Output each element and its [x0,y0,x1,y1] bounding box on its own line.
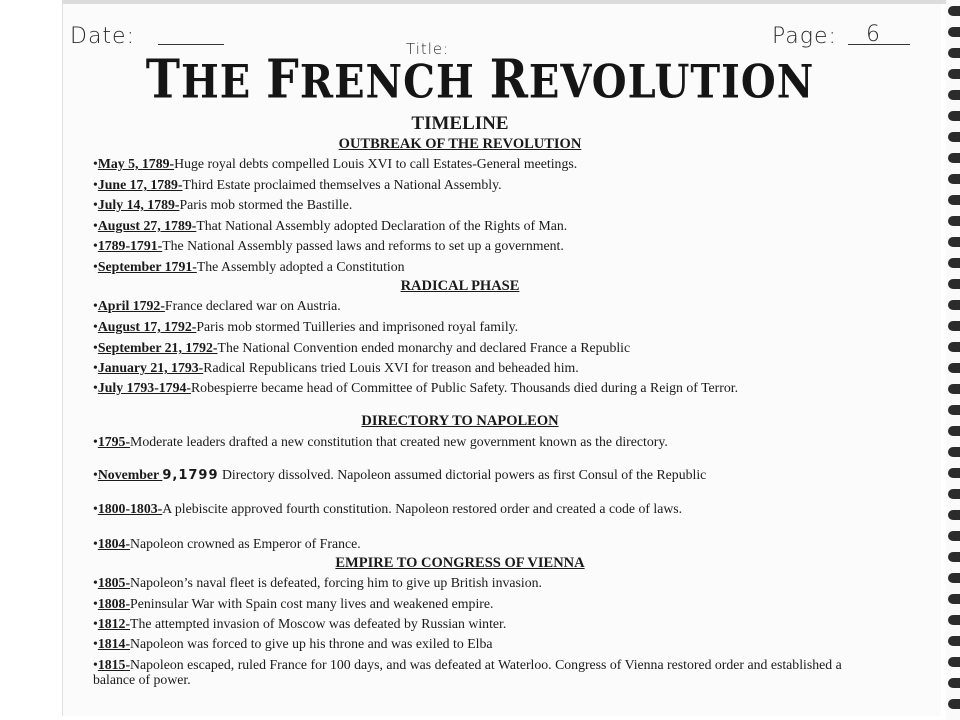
spiral-ring [948,216,960,226]
spiral-ring [948,615,960,625]
entry-text: A plebiscite approved fourth constitution. Napoleon restored order and created a code of laws. [162,501,683,516]
title-part: HE [180,54,267,109]
spiral-ring [948,426,960,436]
entry-date: May 5, 1789- [97,156,175,171]
timeline-heading: TIMELINE [411,113,509,134]
spiral-ring [948,594,960,604]
spiral-ring [948,153,960,163]
spiral-ring [948,405,960,415]
spiral-ring [948,27,960,37]
timeline-entry: •1789-1791-The National Assembly passed laws and reforms to set up a government. [93,238,564,253]
timeline-entry: •August 17, 1792-Paris mob stormed Tuilleries and imprisoned royal family. [93,319,519,334]
entry-text: The attempted invasion of Moscow was defeated by Russian winter. [130,616,507,631]
entry-date: 1808- [97,596,131,611]
title-part: EVOLUTION [528,54,815,109]
entry-date: 1804- [97,536,131,551]
entry-text: Napoleon crowned as Emperor of France. [130,536,361,551]
spiral-ring [948,573,960,583]
timeline-entry: •July 1793-1794-Robespierre became head of Committee of Public Safety. Thousands died during a Reign of Terror. [93,380,739,395]
title-part: R [489,47,529,111]
timeline-entry: •1805-Napoleon’s naval fleet is defeated, forcing him to give up British invasion. [93,575,542,590]
entry-text: Napoleon escaped, ruled France for 100 days, and was defeated at Waterloo. Congress of Vienna restored order and established a balance of power. [93,657,842,687]
spiral-ring [948,258,960,268]
spiral-ring [948,195,960,205]
handwritten-date: 9,1799 [162,468,219,483]
entry-date: 1812- [97,616,131,631]
entry-text: Moderate leaders drafted a new constitution that created new government known as the directory. [130,434,668,449]
spiral-ring [948,468,960,478]
date-label: Date: [70,24,135,49]
section-heading: EMPIRE TO CONGRESS OF VIENNA [335,555,585,571]
entry-text: Huge royal debts compelled Louis XVI to call Estates-General meetings. [174,156,578,171]
timeline-entry: •1815-Napoleon escaped, ruled France for 100 days, and was defeated at Waterloo. Congress of Vienna restored order and established a balance of power. [93,657,842,687]
title-label: Title: [406,40,450,58]
entry-text: Paris mob stormed the Bastille. [179,197,353,212]
entry-date: 1815- [97,657,131,672]
entry-date: November [97,467,163,482]
spiral-ring [948,111,960,121]
entry-date: January 21, 1793- [97,360,204,375]
timeline-entry: •1808-Peninsular War with Spain cost many lives and weakened empire. [93,596,494,611]
section-heading: RADICAL PHASE [400,278,520,294]
title-part: RENCH [299,54,490,109]
spiral-ring [948,6,960,16]
timeline-entry: •August 27, 1789-That National Assembly adopted Declaration of the Rights of Man. [93,218,568,233]
timeline-entry: •April 1792-France declared war on Austria. [93,298,341,313]
spiral-ring [948,363,960,373]
page-label: Page: [772,24,837,49]
title-part: F [266,47,300,111]
page-title [0,48,960,110]
entry-text: The National Assembly passed laws and reforms to set up a government. [162,238,564,253]
spiral-ring [948,552,960,562]
spiral-ring [948,174,960,184]
spiral-ring [948,447,960,457]
entry-text: The Assembly adopted a Constitution [196,259,405,274]
entry-date: August 17, 1792- [97,319,197,334]
spiral-ring [948,279,960,289]
spiral-ring [948,300,960,310]
entry-text: Paris mob stormed Tuilleries and imprisoned royal family. [196,319,519,334]
entry-date: April 1792- [97,298,165,313]
entry-text: France declared war on Austria. [164,298,341,313]
timeline-entry: •June 17, 1789-Third Estate proclaimed themselves a National Assembly. [93,177,502,192]
entry-text: That National Assembly adopted Declaration of the Rights of Man. [196,218,568,233]
spiral-ring [948,636,960,646]
entry-text: The National Convention ended monarchy and declared France a Republic [217,340,631,355]
spiral-ring [948,321,960,331]
entry-text: Peninsular War with Spain cost many lives and weakened empire. [130,596,494,611]
spiral-ring [948,132,960,142]
timeline-entry: •September 21, 1792-The National Convention ended monarchy and declared France a Republic [93,340,631,355]
timeline-entry: •1804-Napoleon crowned as Emperor of France. [93,536,361,551]
section-heading: DIRECTORY TO NAPOLEON [361,413,559,429]
section-heading: OUTBREAK OF THE REVOLUTION [338,136,582,152]
spiral-ring [948,489,960,499]
entry-date: 1795- [97,434,131,449]
spiral-ring [948,237,960,247]
entry-date: July 14, 1789- [97,197,180,212]
entry-date: September 1791- [97,259,197,274]
spiral-ring [948,510,960,520]
entry-date: September 21, 1792- [97,340,218,355]
timeline-entry: •September 1791-The Assembly adopted a Constitution [93,259,405,274]
spiral-ring [948,342,960,352]
entry-text: Radical Republicans tried Louis XVI for treason and beheaded him. [203,360,579,375]
entry-text: Third Estate proclaimed themselves a National Assembly. [182,177,502,192]
spiral-ring [948,699,960,709]
timeline-entry: •1795-Moderate leaders drafted a new constitution that created new government known as the directory. [93,434,668,449]
timeline-entry: •July 14, 1789-Paris mob stormed the Bastille. [93,197,353,212]
entry-date: June 17, 1789- [97,177,183,192]
spiral-ring [948,678,960,688]
timeline-entry: •November 9,1799 Directory dissolved. Napoleon assumed dictorial powers as first Consul of the Republic [93,467,707,483]
entry-text: Napoleon was forced to give up his throne and was exiled to Elba [130,636,493,651]
timeline-entry: •1814-Napoleon was forced to give up his throne and was exiled to Elba [93,636,493,651]
entry-text: Napoleon’s naval fleet is defeated, forcing him to give up British invasion. [130,575,542,590]
title-part: T [145,47,181,111]
spiral-ring [948,531,960,541]
timeline-entry: •May 5, 1789-Huge royal debts compelled Louis XVI to call Estates-General meetings. [93,156,578,171]
entry-date: 1800-1803- [97,501,163,516]
entry-date: August 27, 1789- [97,218,197,233]
date-blank-line [158,44,224,45]
timeline-entry: •January 21, 1793-Radical Republicans tried Louis XVI for treason and beheaded him. [93,360,579,375]
entry-date: July 1793-1794- [97,380,191,395]
entry-date: 1789-1791- [97,238,163,253]
entry-date: 1814- [97,636,131,651]
entry-date: 1805- [97,575,131,590]
entry-text: Directory dissolved. Napoleon assumed dictorial powers as first Consul of the Republic [218,467,707,482]
spiral-ring [948,384,960,394]
timeline-entry: •1812-The attempted invasion of Moscow was defeated by Russian winter. [93,616,507,631]
page-number: 6 [866,22,881,47]
entry-text: Robespierre became head of Committee of Public Safety. Thousands died during a Reign of Terror. [190,380,739,395]
spiral-ring [948,657,960,667]
timeline-entry: •1800-1803-A plebiscite approved fourth constitution. Napoleon restored order and created a code of laws. [93,501,683,516]
